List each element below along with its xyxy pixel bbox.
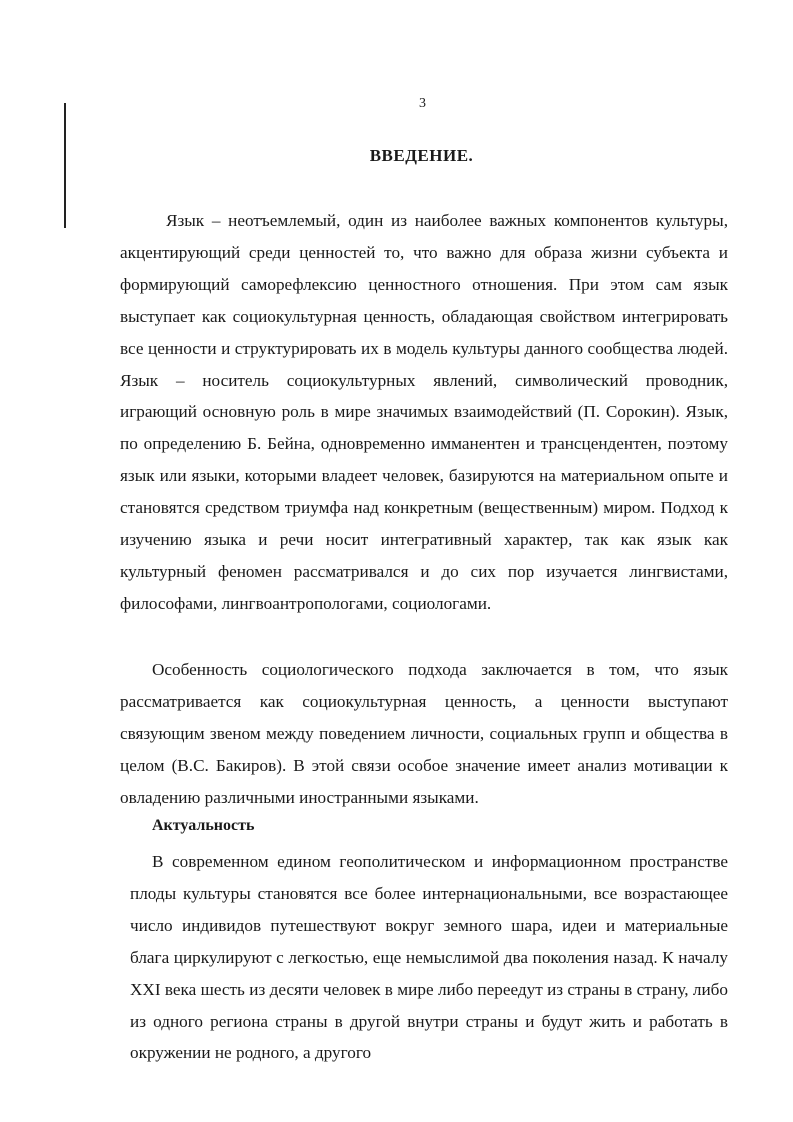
sociology-paragraph: Особенность социологического подхода заключается в том, что язык рассматривается как социокультурная ценность, а ценности выступают связующим звеном между поведением личности, социальных групп и общества в целом (В.С. Бакиров). В этой связи особое значение имеет анализ мотивации к овладению различными иностранными языками. bbox=[120, 660, 728, 807]
intro-paragraph: Язык – неотъемлемый, один из наиболее важных компонентов культуры, акцентирующий среди ценностей то, что важно для образа жизни субъекта и формирующий саморефлексию ценностного отношения. При этом сам язык выступает как социокультурная ценность, обладающая свойством интегрировать все ценности и структурировать их в модель культуры данного сообщества людей. Язык – носитель социокультурных явлений, символический проводник, играющий основную роль в мире значимых взаимодействий (П. Сорокин). Язык, по определению Б. Бейна, одновременно имманентен и трансцендентен, поэтому язык или языки, которыми владеет человек, базируются на материальном опыте и становятся средством триумфа над конкретным (вещественным) миром. Подход к изучению языка и речи носит интегративный характер, так как язык как культурный феномен рассматривался и до сих пор изучается лингвистами, философами, лингвоантропологами, социологами. bbox=[120, 211, 728, 613]
intro-paragraph-block bbox=[120, 205, 728, 620]
relevance-paragraph-block bbox=[130, 846, 728, 1069]
relevance-paragraph: В современном едином геополитическом и информационном пространстве плоды культуры становятся все более интернациональными, все возрастающее число индивидов путешествуют вокруг земного шара, идеи и материальные блага циркулируют с легкостью, еще немыслимой два поколения назад. К началу XXI века шесть из десяти человек в мире либо переедут из страны в страну, либо из одного региона страны в другой внутри страны и будут жить и работать в окружении не родного, а другого bbox=[130, 852, 728, 1063]
page-number: 3 bbox=[419, 96, 426, 111]
relevance-heading: Актуальность bbox=[152, 817, 255, 834]
page-title: ВВЕДЕНИЕ. bbox=[369, 146, 474, 165]
sociology-paragraph-block bbox=[120, 654, 728, 814]
